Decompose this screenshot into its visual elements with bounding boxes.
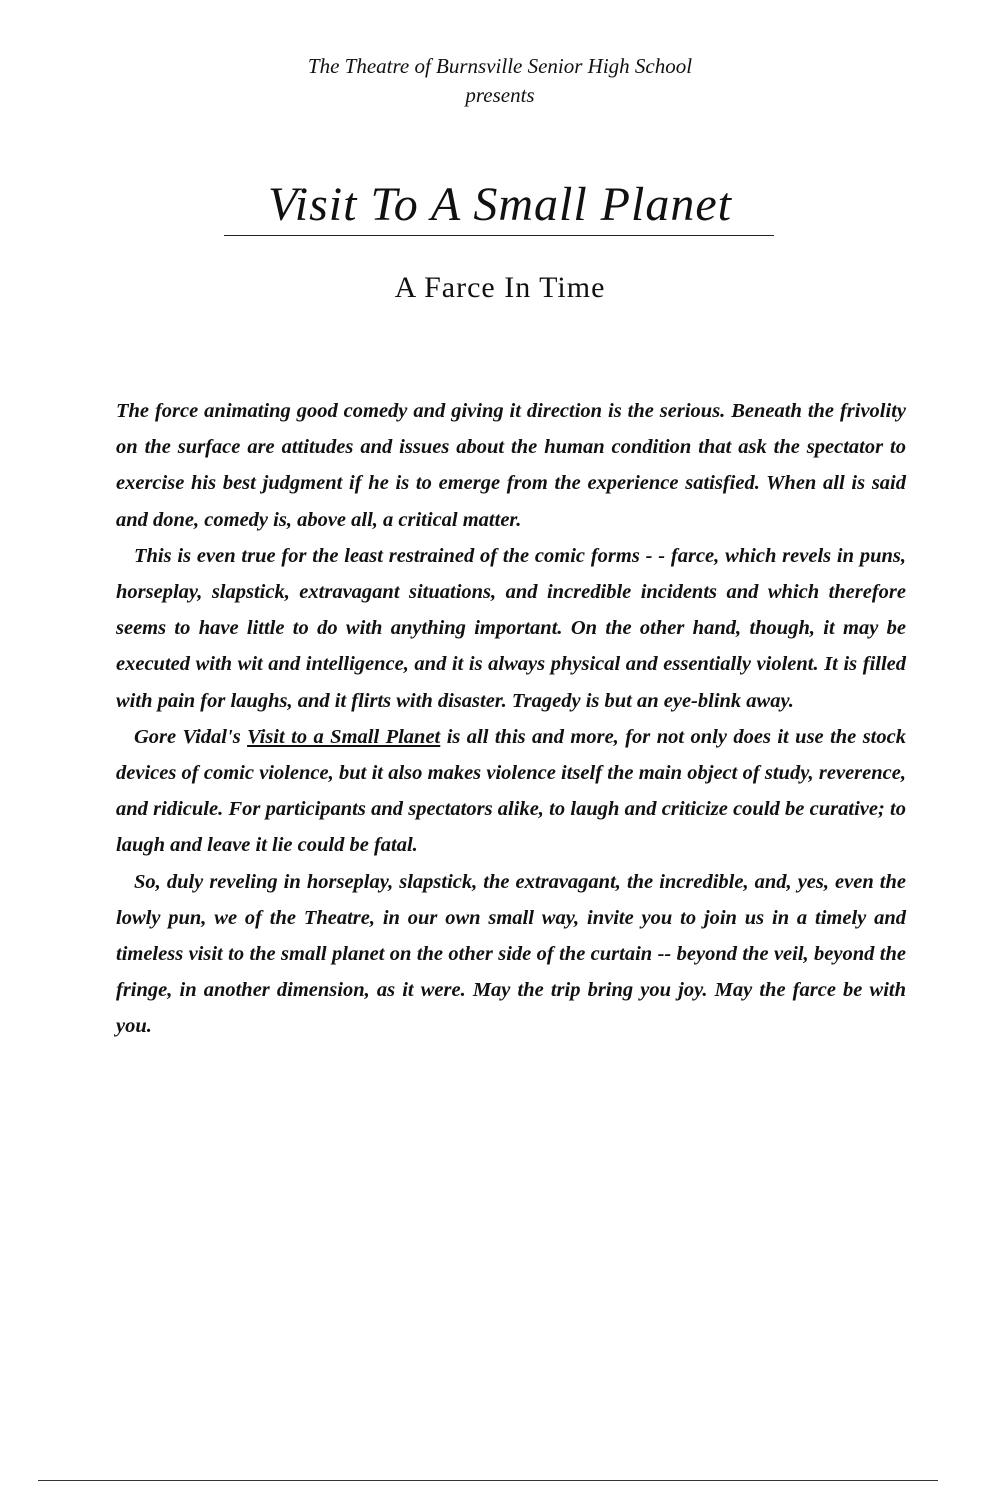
- play-title-reference: Visit to a Small Planet: [247, 725, 441, 748]
- note-paragraph-3-end: is all this and more, for not only does it use the stock devices of comic violence, but it also makes violence itself the main object of study, reverence, and ridicule. For participants and spectators alike, to laugh and criticize could be curative; to laugh and leave it lie could be fatal.: [116, 725, 906, 857]
- note-paragraph-2: This is even true for the least restrained of the comic forms - - farce, which revels in puns, horseplay, slapstick, extravagant situations, and incredible incidents and which therefore seems to have little to do with anything important. On the other hand, though, it may be executed with wit and intelligence, and it is always physical and essentially violent. It is filled with pain for laughs, and it flirts with disaster. Tragedy is but an eye-blink away.: [116, 544, 906, 712]
- play-title-heading: Visit To A Small Planet: [268, 178, 732, 231]
- note-paragraph-3: [116, 719, 906, 864]
- page-bottom-rule: [38, 1480, 938, 1481]
- program-note: [116, 393, 906, 1045]
- program-header: [0, 52, 1000, 110]
- note-paragraph-1: The force animating good comedy and giving it direction is the serious. Beneath the frivolity on the surface are attitudes and issues about the human condition that ask the spectator to exercise his best judgment if he is to emerge from the experience satisfied. When all is said and done, comedy is, above all, a critical matter.: [116, 400, 906, 531]
- note-paragraph-3-start: Gore Vidal's: [134, 725, 248, 748]
- note-paragraph-4: So, duly reveling in horseplay, slapstick, the extravagant, the incredible, and, yes, even the lowly pun, we of the Theatre, in our own small way, invite you to join us in a timely and timeless visit to the small planet on the other side of the curtain -- beyond the veil, beyond the fringe, in another dimension, as it were. May the trip bring you joy. May the farce be with you.: [116, 870, 906, 1038]
- play-subtitle: A Farce In Time: [394, 271, 606, 304]
- presenter-line: The Theatre of Burnsville Senior High School: [307, 54, 693, 78]
- title-underline-rule: [224, 235, 774, 236]
- presents-line: presents: [465, 83, 535, 107]
